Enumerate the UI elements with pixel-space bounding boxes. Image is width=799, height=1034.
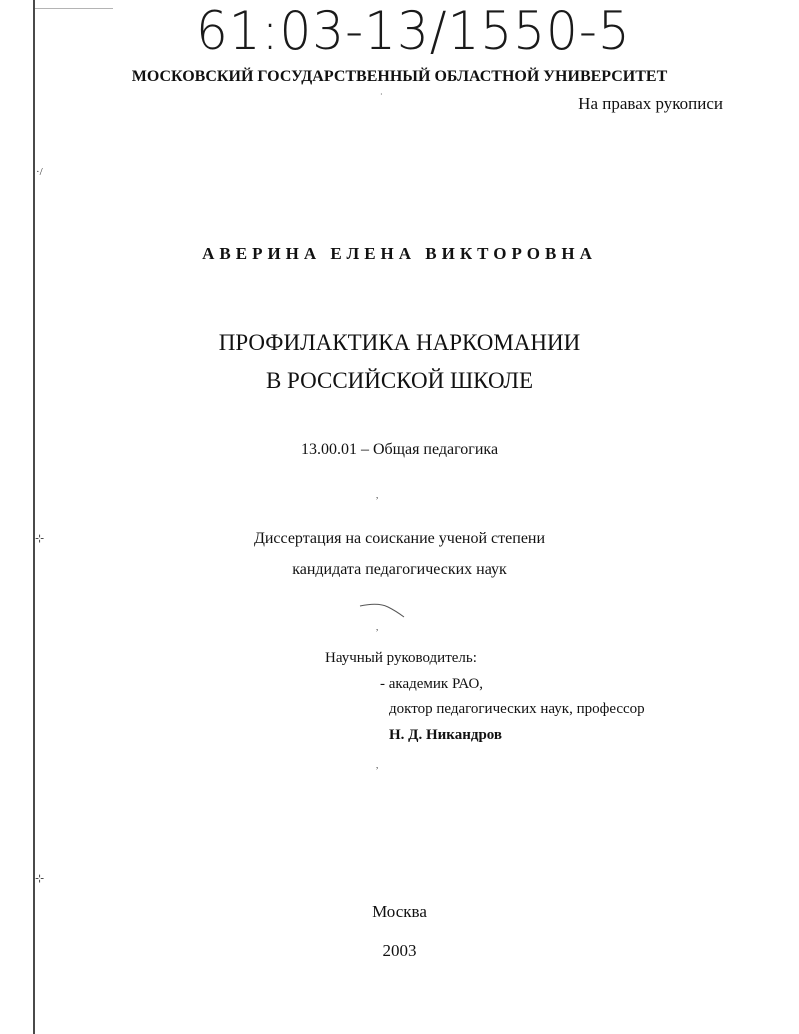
dissertation-title-line-2: В РОССИЙСКОЙ ШКОЛЕ bbox=[265, 368, 534, 393]
university-name: МОСКОВСКИЙ ГОСУДАРСТВЕННЫЙ ОБЛАСТНОЙ УНИВЕРСИТЕТ bbox=[131, 68, 668, 85]
supervisor-degree: доктор педагогических наук, профессор bbox=[389, 701, 645, 717]
scan-speck: ⊹ bbox=[35, 873, 45, 885]
scan-speck: , bbox=[376, 622, 379, 632]
degree-line-2: кандидата педагогических наук bbox=[292, 561, 507, 578]
scan-speck: · bbox=[380, 90, 383, 99]
supervisor-name: Н. Д. Никандров bbox=[389, 727, 503, 743]
handwritten-catalog-number: 61:03-13/1550-5 bbox=[196, 0, 631, 62]
scan-speck: ⊹ bbox=[35, 533, 45, 545]
year: 2003 bbox=[382, 941, 417, 960]
author-name: АВЕРИНА ЕЛЕНА ВИКТОРОВНА bbox=[202, 244, 597, 263]
supervisor-title: - академик РАО, bbox=[380, 676, 484, 692]
scan-speck: , bbox=[376, 490, 379, 500]
city: Москва bbox=[372, 902, 427, 921]
degree-line-1: Диссертация на соискание ученой степени bbox=[253, 530, 546, 547]
specialty-code: 13.00.01 – Общая педагогика bbox=[300, 441, 499, 458]
manuscript-note: На правах рукописи bbox=[578, 94, 723, 113]
pencil-stroke bbox=[358, 598, 406, 620]
scan-speck: ·/ bbox=[36, 166, 43, 178]
scan-speck: , bbox=[376, 760, 379, 770]
dissertation-title-line-1: ПРОФИЛАКТИКА НАРКОМАНИИ bbox=[218, 330, 581, 355]
scan-top-edge bbox=[33, 8, 113, 9]
supervisor-label: Научный руководитель: bbox=[325, 650, 477, 666]
